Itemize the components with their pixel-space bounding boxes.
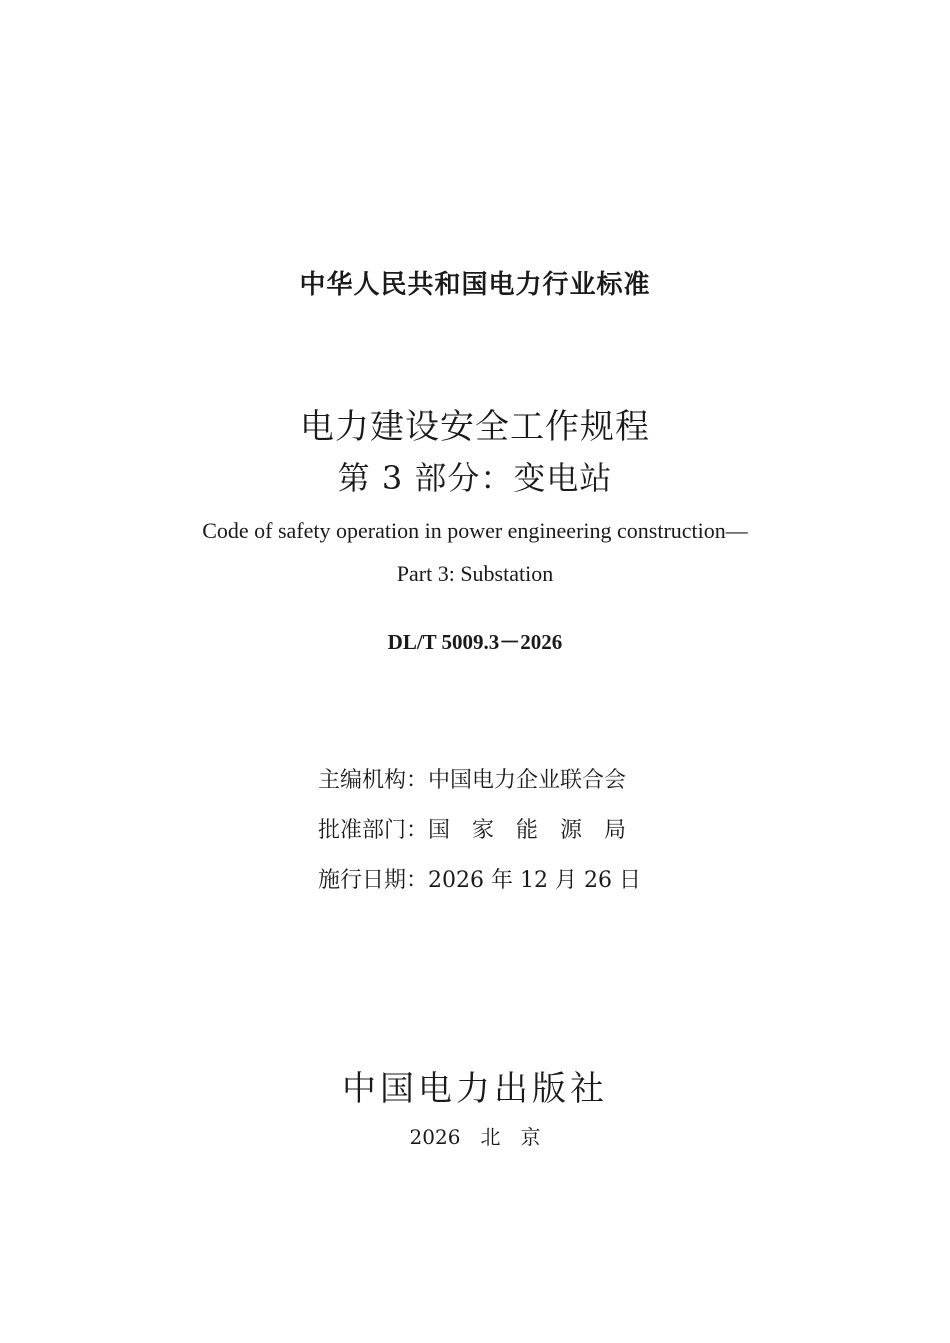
document-subtitle-en: Part 3: Substation [396, 561, 554, 586]
document-title-en: Code of safety operation in power engineering construction— [202, 518, 748, 543]
publication-year-place: 2026 北 京 [409, 1125, 541, 1149]
approving-department: 批准部门：国 家 能 源 局 [318, 818, 627, 843]
standard-type-heading: 中华人民共和国电力行业标准 [299, 270, 651, 300]
standard-code: DL/T 5009.3－2026 [387, 630, 563, 654]
document-title-cn: 电力建设安全工作规程 [300, 407, 650, 447]
effective-date: 施行日期：2026 年 12 月 26 日 [318, 868, 641, 893]
editor-organization: 主编机构：中国电力企业联合会 [318, 768, 627, 793]
document-subtitle-cn: 第 3 部分：变电站 [337, 459, 613, 497]
publisher-name: 中国电力出版社 [342, 1069, 608, 1109]
